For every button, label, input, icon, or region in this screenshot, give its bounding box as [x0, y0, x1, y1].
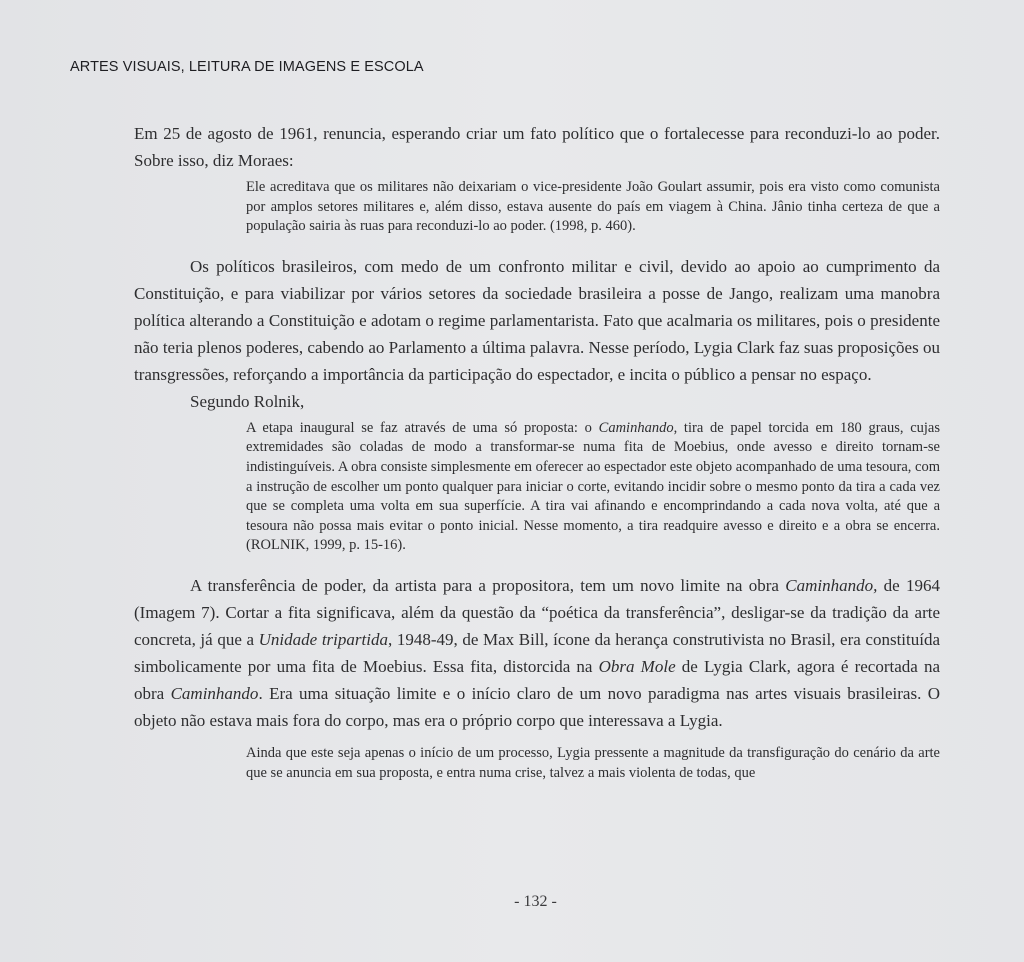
- page-number: - 132 -: [514, 893, 557, 910]
- text: , 1948-49, de Max Bill, ícone da herança construtivista no Brasil, era constituída simbolicamente por uma fita de Moebius. Essa fita, distorcida na: [134, 629, 941, 676]
- running-header: ARTES VISUAIS, LEITURA DE IMAGENS E ESCOLA: [70, 59, 424, 75]
- work-title: Unidade tripartida: [258, 629, 388, 649]
- text: . Era uma situação limite e o início claro de um novo paradigma nas artes visuais brasileiras. O objeto não estava mais fora do corpo, mas era o próprio corpo que interessava a Lygia.: [134, 683, 940, 730]
- work-title: Caminhando: [170, 683, 259, 703]
- block-quote-moraes: Ele acreditava que os militares não deixariam o vice-presidente João Goulart assumir, pois era visto como comunista por amplos setores militares e, além disso, estava ausente do país em viagem à China. Jânio tinha certeza de que a população sairia às ruas para reconduzi-lo ao poder. (1998, p. 460).: [246, 179, 940, 235]
- block-quote-rolnik: [246, 419, 940, 556]
- text: de 1964 (Imagem 7). Cortar a fita significava, além da questão da “poética da transferência”, desligar-se da tradição da arte concreta, já que a: [134, 575, 941, 649]
- text: A transferência de poder, da artista para a propositora, tem um novo limite na obra: [190, 575, 786, 595]
- text: de Lygia Clark, agora é recortada na obra: [134, 656, 941, 703]
- work-title: Caminhando: [598, 419, 674, 436]
- paragraph-transferencia: [134, 572, 940, 734]
- paragraph-segundo-rolnik: Segundo Rolnik,: [190, 391, 305, 411]
- paragraph-renuncia: Em 25 de agosto de 1961, renuncia, esperando criar um fato político que o fortalecesse para reconduzi-lo ao poder. Sobre isso, diz Moraes:: [134, 124, 940, 170]
- work-title: Obra Mole: [598, 656, 676, 676]
- block-quote-continuation: Ainda que este seja apenas o início de um processo, Lygia pressente a magnitude da transfiguração do cenário da arte que se anuncia em sua proposta, e entra numa crise, talvez a mais violenta de todas, que: [246, 744, 940, 781]
- quote-text: A etapa inaugural se faz através de uma só proposta: o: [246, 419, 599, 436]
- paragraph-politicos: Os políticos brasileiros, com medo de um confronto militar e civil, devido ao apoio ao cumprimento da Constituição, e para viabilizar por vários setores da sociedade brasileira a posse de Jango, realizam uma manobra política alterando a Constituição e adotam o regime parlamentarista. Fato que acalmaria os militares, pois o presidente não teria plenos poderes, cabendo ao Parlamento a última palavra. Nesse período, Lygia Clark faz suas proposições ou transgressões, reforçando a importância da participação do espectador, e incita o público a pensar no espaço.: [134, 256, 940, 384]
- page-body: [134, 120, 940, 783]
- quote-text: , tira de papel torcida em 180 graus, cujas extremidades são coladas de modo a transformar-se numa fita de Moebius, onde avesso e direito tornam-se indistinguíveis. A obra consiste simplesmente em oferecer ao espectador este objeto acompanhado de uma tesoura, com a instrução de escolher um ponto qualquer para iniciar o corte, evitando incidir sobre o mesmo ponto da tira a cada vez que se completa uma volta em sua superfície. A tira vai afinando e encomprindando a cada nova volta, até que a tesoura não possa mais evitar o ponto inicial. Nesse momento, a tira readquire avesso e direito e a obra se encerra. (ROLNIK, 1999, p. 15-16).: [246, 419, 940, 554]
- work-title: Caminhando,: [785, 575, 878, 595]
